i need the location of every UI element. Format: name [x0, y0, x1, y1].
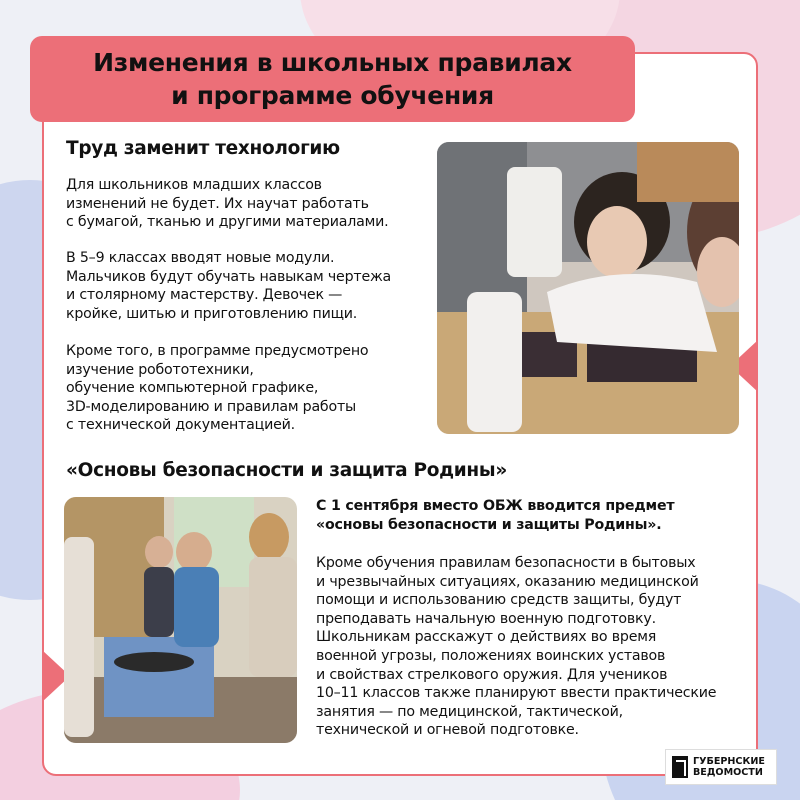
- logo-mark-icon: [672, 756, 688, 778]
- title-banner: [30, 36, 635, 122]
- section-heading-obzr: «Основы безопасности и защита Родины»: [66, 460, 507, 481]
- section1-paragraph-2: В 5–9 классах вводят новые модули. Мальчиков будут обучать навыкам чертежа и столярному мастерству. Девочек — кройке, шитью и приготовлению пищи.: [66, 250, 392, 322]
- section2-body: Кроме обучения правилам безопасности в бытовых и чрезвычайных ситуациях, оказанию медицинской помощи и использованию средств защиты, будут преподавать начальную военную подготовку. Школьникам расскажут о действиях во время военной угрозы, положениях воинских уставов и свойствах стрелкового оружия. Для учеников 10–11 классов также планируют ввести практические занятия — по медицинской, тактической, технической и огневой подготовке.: [316, 555, 717, 739]
- publisher-logo: [665, 749, 777, 785]
- page-title: Изменения в школьных правилах и программе обучения: [93, 48, 572, 110]
- section1-paragraph-1: Для школьников младших классов изменений не будет. Их научат работать с бумагой, тканью и другими материалами.: [66, 177, 389, 231]
- logo-text: ГУБЕРНСКИЕ ВЕДОМОСТИ: [693, 756, 765, 778]
- section-heading-labor: Труд заменит технологию: [66, 138, 340, 159]
- military-training-photo: [64, 497, 297, 743]
- section2-lead: С 1 сентября вместо ОБЖ вводится предмет «основы безопасности и защиты Родины».: [316, 498, 675, 533]
- section1-paragraph-3: Кроме того, в программе предусмотрено изучение робототехники, обучение компьютерной графике, 3D-моделированию и правилам работы с технической документацией.: [66, 343, 369, 434]
- sewing-class-photo: [437, 142, 739, 434]
